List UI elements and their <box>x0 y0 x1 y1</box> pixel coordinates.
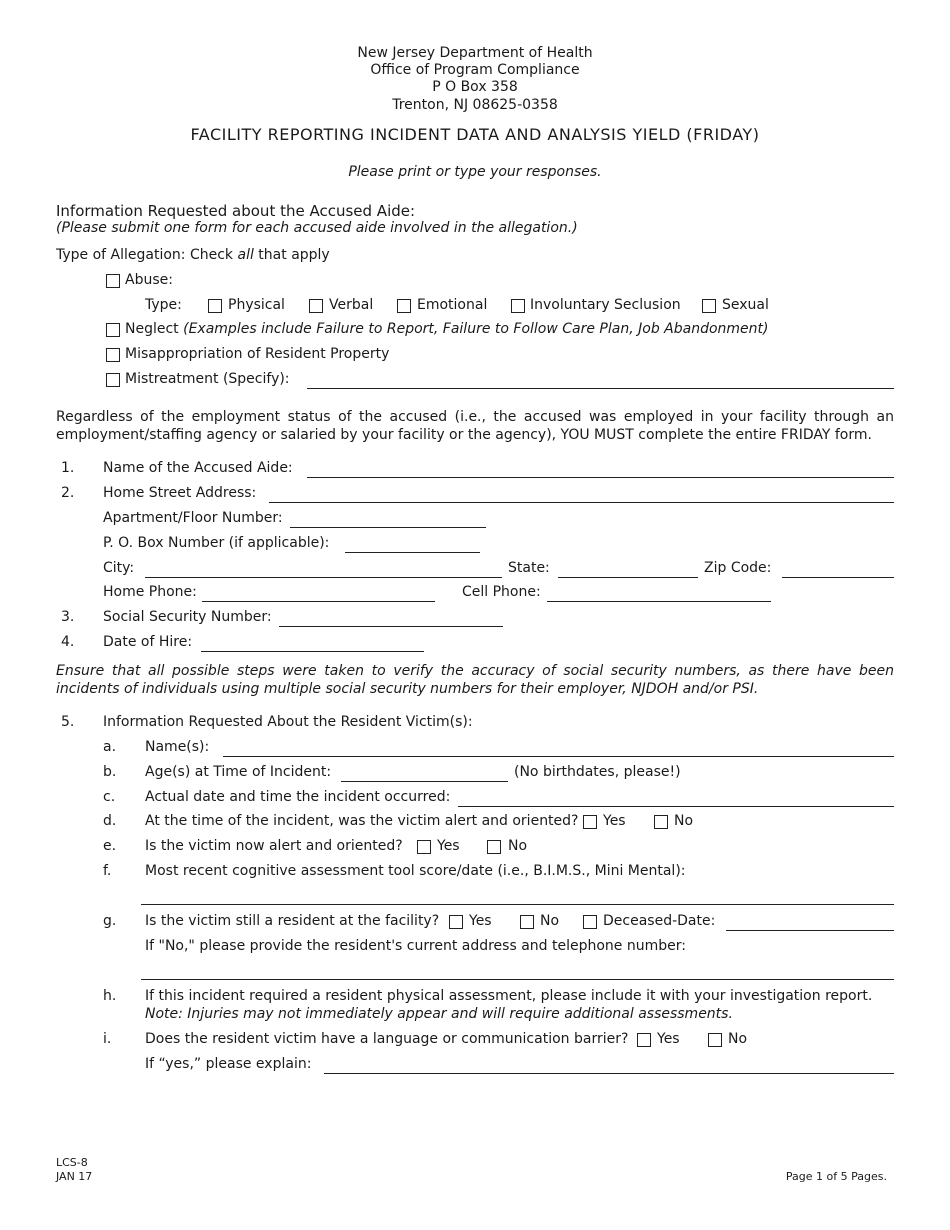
yes-label: Yes <box>603 813 626 829</box>
current-address-label: If "No," please provide the resident's current address and telephone number: <box>145 938 686 954</box>
employment-note: Regardless of the employment status of the accused (i.e., the accused was employed in your facility through an employment/staffing agency or salaried by your facility or the agency), YOU MUST complete the entire FRIDAY form. <box>56 409 894 443</box>
street-input[interactable] <box>269 502 894 503</box>
item-letter: g. <box>103 913 117 929</box>
cell-phone-input[interactable] <box>547 601 771 602</box>
item-letter: d. <box>103 813 117 829</box>
no-label: No <box>540 913 560 929</box>
street-label: Home Street Address: <box>103 485 257 501</box>
aide-name-input[interactable] <box>307 477 894 478</box>
deceased-label: Deceased-Date: <box>603 913 716 929</box>
neglect-checkbox[interactable] <box>106 323 120 337</box>
injury-note: Note: Injuries may not immediately appear and will require additional assessments. <box>145 1006 733 1022</box>
emotional-checkbox[interactable] <box>397 299 411 313</box>
po-box: P O Box 358 <box>432 79 518 95</box>
zip-label: Zip Code: <box>704 560 772 576</box>
ssn-input[interactable] <box>279 626 503 627</box>
city-input[interactable] <box>145 577 502 578</box>
misappropriation-label: Misappropriation of Resident Property <box>125 346 390 362</box>
home-phone-input[interactable] <box>202 601 435 602</box>
victim-age-input[interactable] <box>341 781 508 782</box>
city-label: City: <box>103 560 135 576</box>
accused-subheading: (Please submit one form for each accused aide involved in the allegation.) <box>56 220 578 236</box>
alert-at-incident-no-checkbox[interactable] <box>654 815 668 829</box>
current-address-input[interactable] <box>141 979 894 980</box>
neglect-label: Neglect (Examples include Failure to Report, Failure to Follow Care Plan, Job Abandonment) <box>125 321 769 337</box>
item-letter: c. <box>103 789 116 805</box>
emotional-label: Emotional <box>417 297 488 313</box>
mistreatment-input[interactable] <box>307 388 894 389</box>
still-resident-label: Is the victim still a resident at the facility? <box>145 913 440 929</box>
alert-now-no-checkbox[interactable] <box>487 840 501 854</box>
item-number: 4. <box>61 634 75 650</box>
alert-now-yes-checkbox[interactable] <box>417 840 431 854</box>
item-number: 5. <box>61 714 75 730</box>
cognitive-score-input[interactable] <box>141 904 894 905</box>
form-date: JAN 17 <box>56 1170 93 1183</box>
physical-checkbox[interactable] <box>208 299 222 313</box>
verbal-checkbox[interactable] <box>309 299 323 313</box>
no-label: No <box>674 813 694 829</box>
victim-name-input[interactable] <box>223 756 894 757</box>
no-label: No <box>728 1031 748 1047</box>
hire-date-input[interactable] <box>201 651 424 652</box>
city-address: Trenton, NJ 08625-0358 <box>392 97 558 113</box>
mistreatment-checkbox[interactable] <box>106 373 120 387</box>
victim-name-label: Name(s): <box>145 739 210 755</box>
victim-age-label: Age(s) at Time of Incident: <box>145 764 332 780</box>
office-name: Office of Program Compliance <box>370 62 580 78</box>
state-label: State: <box>508 560 550 576</box>
accused-heading: Information Requested about the Accused Aide: <box>56 202 416 220</box>
verbal-label: Verbal <box>329 297 374 313</box>
form-title: FACILITY REPORTING INCIDENT DATA AND ANALYSIS YIELD (FRIDAY) <box>190 125 760 144</box>
still-resident-yes-checkbox[interactable] <box>449 915 463 929</box>
item-letter: h. <box>103 988 117 1004</box>
deceased-checkbox[interactable] <box>583 915 597 929</box>
cell-phone-label: Cell Phone: <box>462 584 541 600</box>
form-id: LCS-8 <box>56 1156 88 1169</box>
sexual-checkbox[interactable] <box>702 299 716 313</box>
abuse-label: Abuse: <box>125 272 173 288</box>
apartment-label: Apartment/Floor Number: <box>103 510 283 526</box>
no-label: No <box>508 838 528 854</box>
sexual-label: Sexual <box>722 297 769 313</box>
age-note: (No birthdates, please!) <box>514 764 681 780</box>
involuntary-seclusion-checkbox[interactable] <box>511 299 525 313</box>
cognitive-score-label: Most recent cognitive assessment tool score/date (i.e., B.I.M.S., Mini Mental): <box>145 863 686 879</box>
ssn-note: Ensure that all possible steps were taken to verify the accuracy of social security numbers, as there have been incidents of individuals using multiple social security numbers for their employer, NJDOH and/or PSI. <box>56 663 894 697</box>
language-barrier-label: Does the resident victim have a language or communication barrier? <box>145 1031 629 1047</box>
incident-datetime-label: Actual date and time the incident occurred: <box>145 789 451 805</box>
language-barrier-no-checkbox[interactable] <box>708 1033 722 1047</box>
yes-label: Yes <box>657 1031 680 1047</box>
language-barrier-yes-checkbox[interactable] <box>637 1033 651 1047</box>
pobox-input[interactable] <box>345 552 480 553</box>
yes-label: Yes <box>469 913 492 929</box>
yes-label: Yes <box>437 838 460 854</box>
mistreatment-label: Mistreatment (Specify): <box>125 371 290 387</box>
item-letter: b. <box>103 764 117 780</box>
physical-assessment-text: If this incident required a resident physical assessment, please include it with your investigation report. <box>145 988 873 1004</box>
item-number: 2. <box>61 485 75 501</box>
ssn-label: Social Security Number: <box>103 609 272 625</box>
misappropriation-checkbox[interactable] <box>106 348 120 362</box>
agency-name: New Jersey Department of Health <box>357 45 593 61</box>
type-label: Type: <box>145 297 182 313</box>
state-input[interactable] <box>558 577 698 578</box>
item-number: 1. <box>61 460 75 476</box>
explain-input[interactable] <box>324 1073 894 1074</box>
home-phone-label: Home Phone: <box>103 584 197 600</box>
item-letter: f. <box>103 863 112 879</box>
aide-name-label: Name of the Accused Aide: <box>103 460 293 476</box>
zip-input[interactable] <box>782 577 894 578</box>
victim-heading: Information Requested About the Resident Victim(s): <box>103 714 473 730</box>
allegation-label: Type of Allegation: Check all that apply <box>56 247 330 263</box>
instruction: Please print or type your responses. <box>348 164 602 180</box>
deceased-date-input[interactable] <box>726 930 894 931</box>
incident-datetime-input[interactable] <box>458 806 894 807</box>
item-number: 3. <box>61 609 75 625</box>
abuse-checkbox[interactable] <box>106 274 120 288</box>
explain-label: If “yes,” please explain: <box>145 1056 312 1072</box>
hire-date-label: Date of Hire: <box>103 634 193 650</box>
item-letter: e. <box>103 838 117 854</box>
alert-at-incident-yes-checkbox[interactable] <box>583 815 597 829</box>
item-letter: i. <box>103 1031 112 1047</box>
alert-now-label: Is the victim now alert and oriented? <box>145 838 403 854</box>
apartment-input[interactable] <box>290 527 486 528</box>
item-letter: a. <box>103 739 117 755</box>
physical-label: Physical <box>228 297 285 313</box>
alert-at-incident-label: At the time of the incident, was the victim alert and oriented? <box>145 813 579 829</box>
page-number: Page 1 of 5 Pages. <box>785 1170 887 1183</box>
involuntary-seclusion-label: Involuntary Seclusion <box>530 297 681 313</box>
pobox-label: P. O. Box Number (if applicable): <box>103 535 330 551</box>
still-resident-no-checkbox[interactable] <box>520 915 534 929</box>
